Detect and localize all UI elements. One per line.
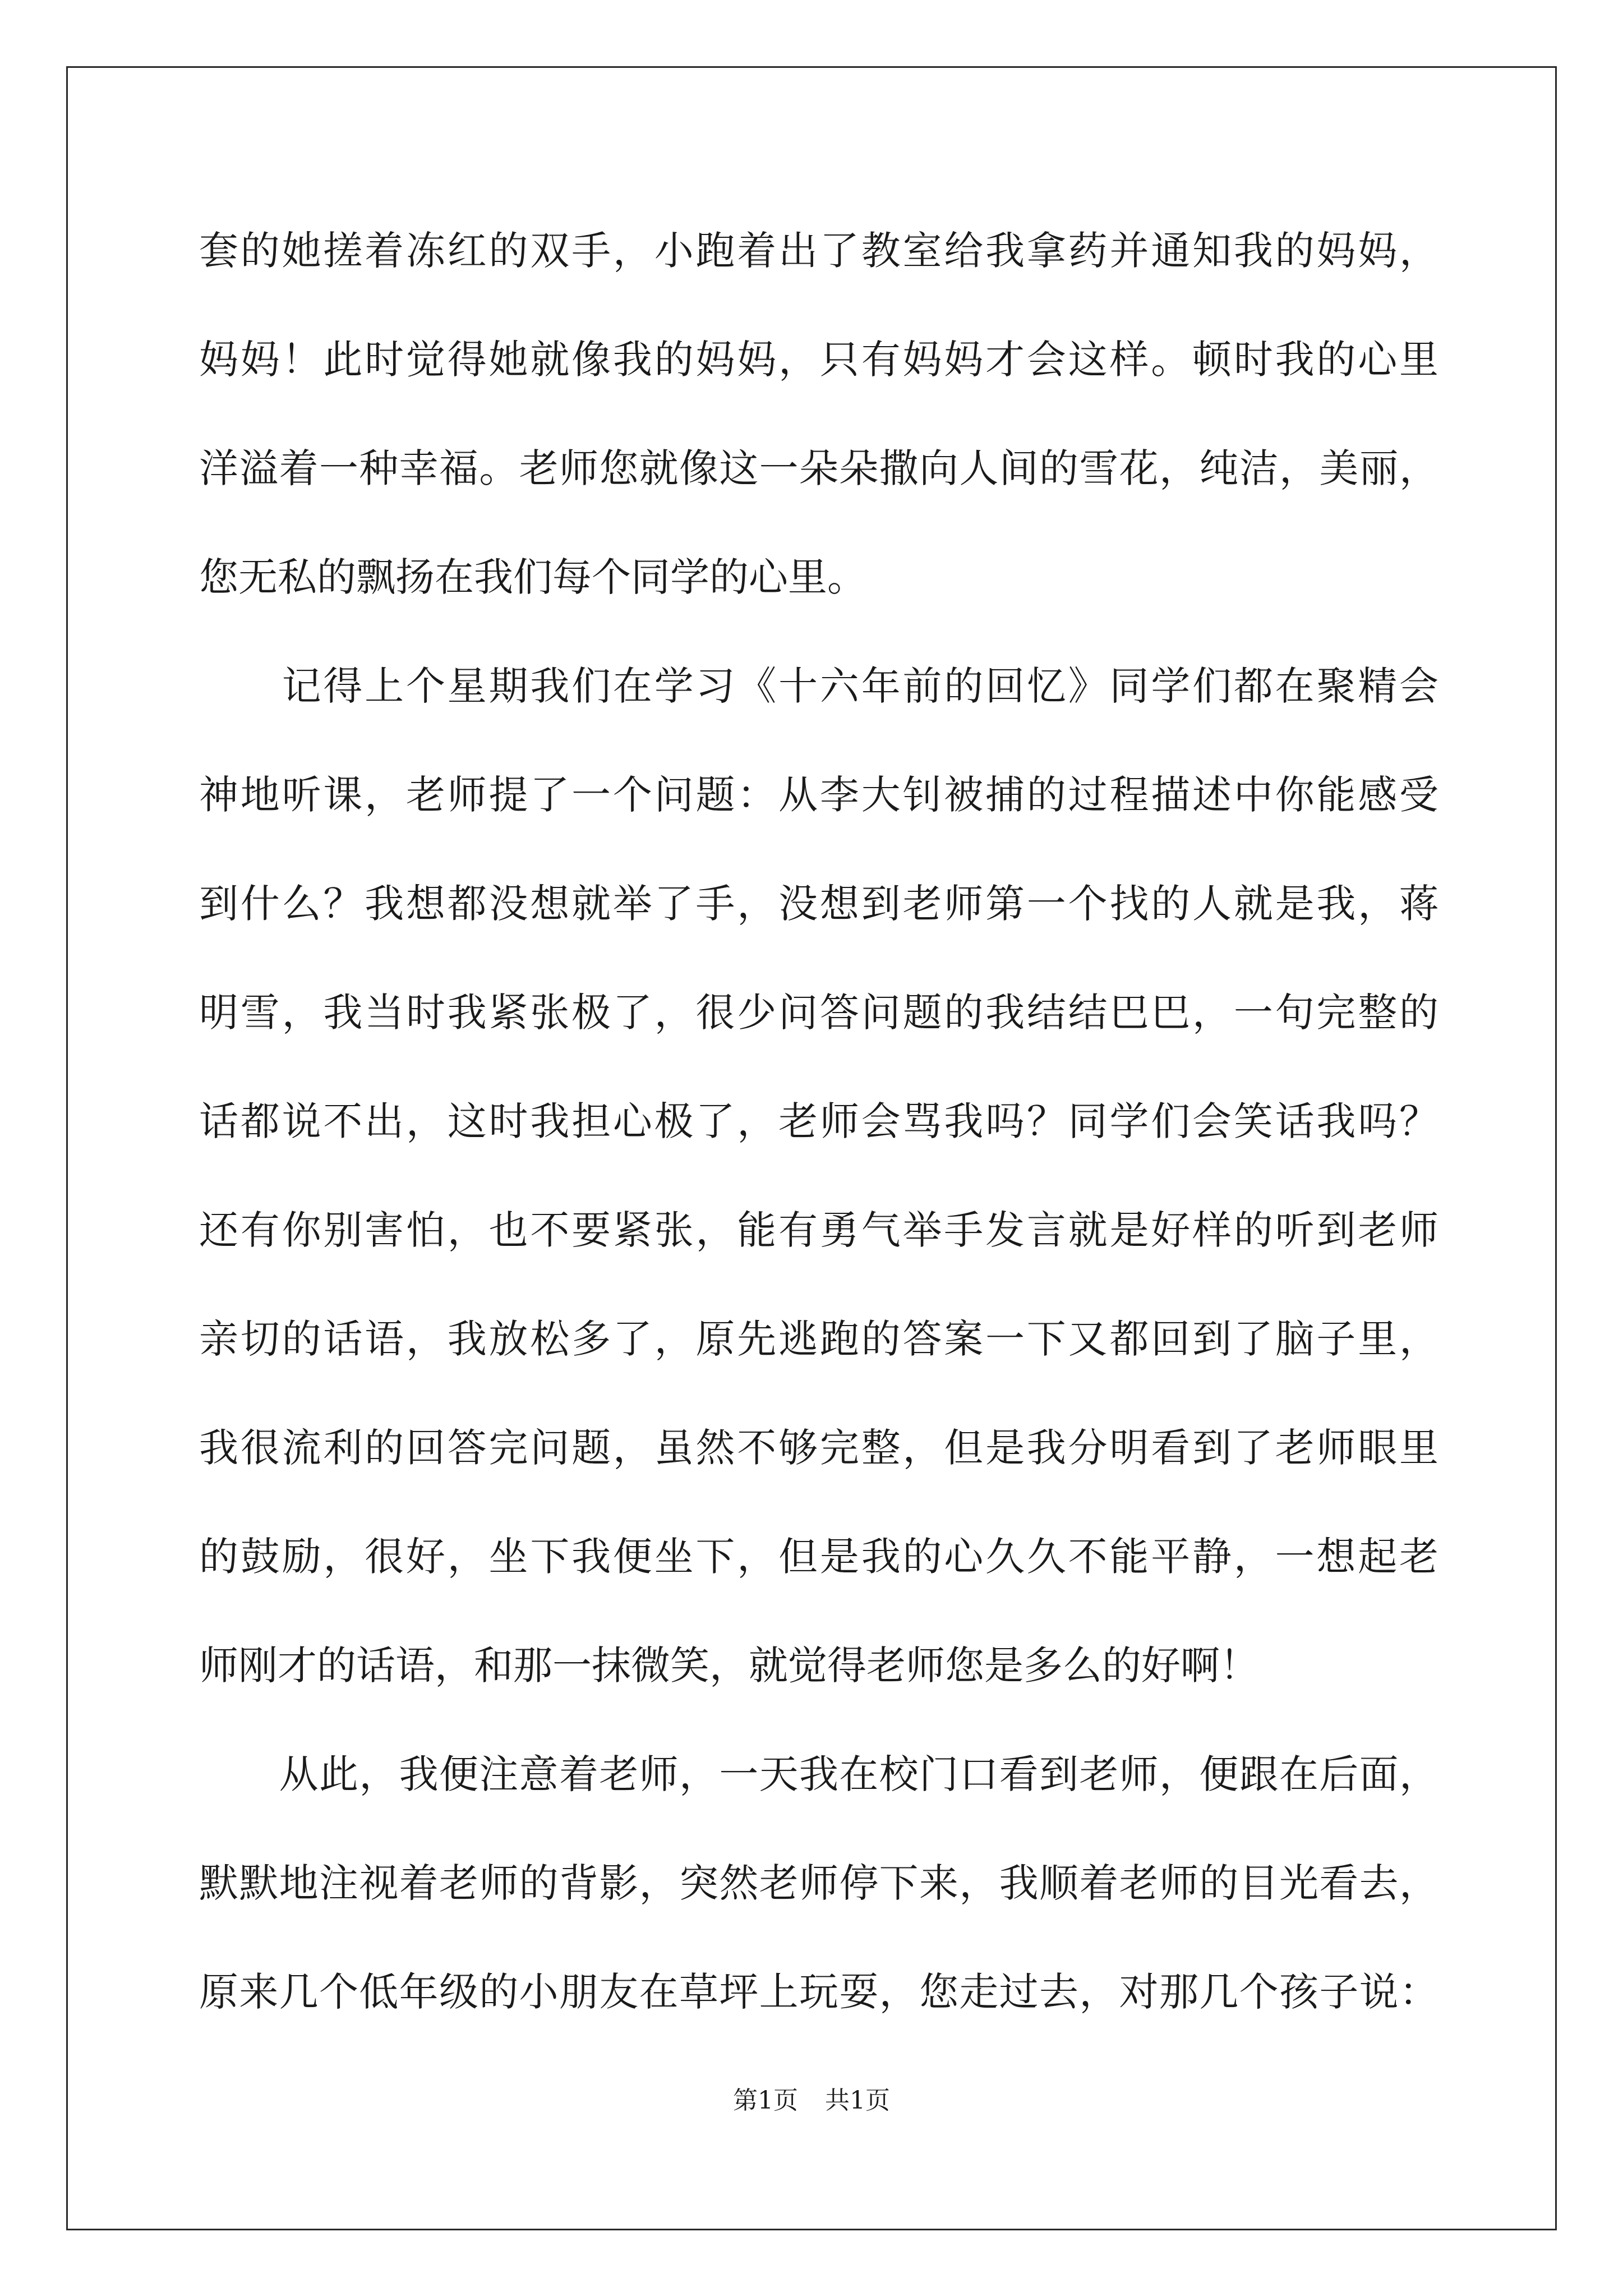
text-line: 明雪，我当时我紧张极了，很少问答问题的我结结巴巴，一句完整的 (199, 990, 1438, 1036)
text-line: 话都说不出，这时我担心极了，老师会骂我吗？同学们会笑话我吗？ (199, 1098, 1438, 1144)
text-line: 洋溢着一种幸福。老师您就像这一朵朵撒向人间的雪花，纯洁，美丽， (199, 445, 1438, 491)
text-line: 从此，我便注意着老师，一天我在校门口看到老师，便跟在后面， (199, 1751, 1438, 1797)
text-line: 记得上个星期我们在学习《十六年前的回忆》同学们都在聚精会 (199, 663, 1438, 709)
page-number: 第1页 (733, 2086, 798, 2115)
text-line: 的鼓励，很好，坐下我便坐下，但是我的心久久不能平静，一想起老 (199, 1534, 1438, 1580)
page-footer (0, 2084, 1623, 2118)
text-line: 妈妈！此时觉得她就像我的妈妈，只有妈妈才会这样。顿时我的心里 (199, 337, 1438, 383)
text-line: 师刚才的话语，和那一抹微笑，就觉得老师您是多么的好啊！ (199, 1642, 1259, 1688)
text-line: 默默地注视着老师的背影，突然老师停下来，我顺着老师的目光看去， (199, 1860, 1438, 1906)
text-line: 原来几个低年级的小朋友在草坪上玩耍，您走过去，对那几个孩子说： (199, 1969, 1438, 2015)
text-line: 我很流利的回答完问题，虽然不够完整，但是我分明看到了老师眼里 (199, 1425, 1438, 1471)
text-line: 到什么？我想都没想就举了手，没想到老师第一个找的人就是我，蒋 (199, 881, 1438, 927)
text-line: 您无私的飘扬在我们每个同学的心里。 (199, 554, 866, 600)
page-total: 共1页 (825, 2086, 890, 2115)
text-line: 还有你别害怕，也不要紧张，能有勇气举手发言就是好样的听到老师 (199, 1207, 1438, 1253)
text-line: 亲切的话语，我放松多了，原先逃跑的答案一下又都回到了脑子里， (199, 1316, 1438, 1362)
text-line: 神地听课，老师提了一个问题：从李大钊被捕的过程描述中你能感受 (199, 772, 1438, 818)
text-line: 套的她搓着冻红的双手，小跑着出了教室给我拿药并通知我的妈妈， (199, 228, 1438, 274)
